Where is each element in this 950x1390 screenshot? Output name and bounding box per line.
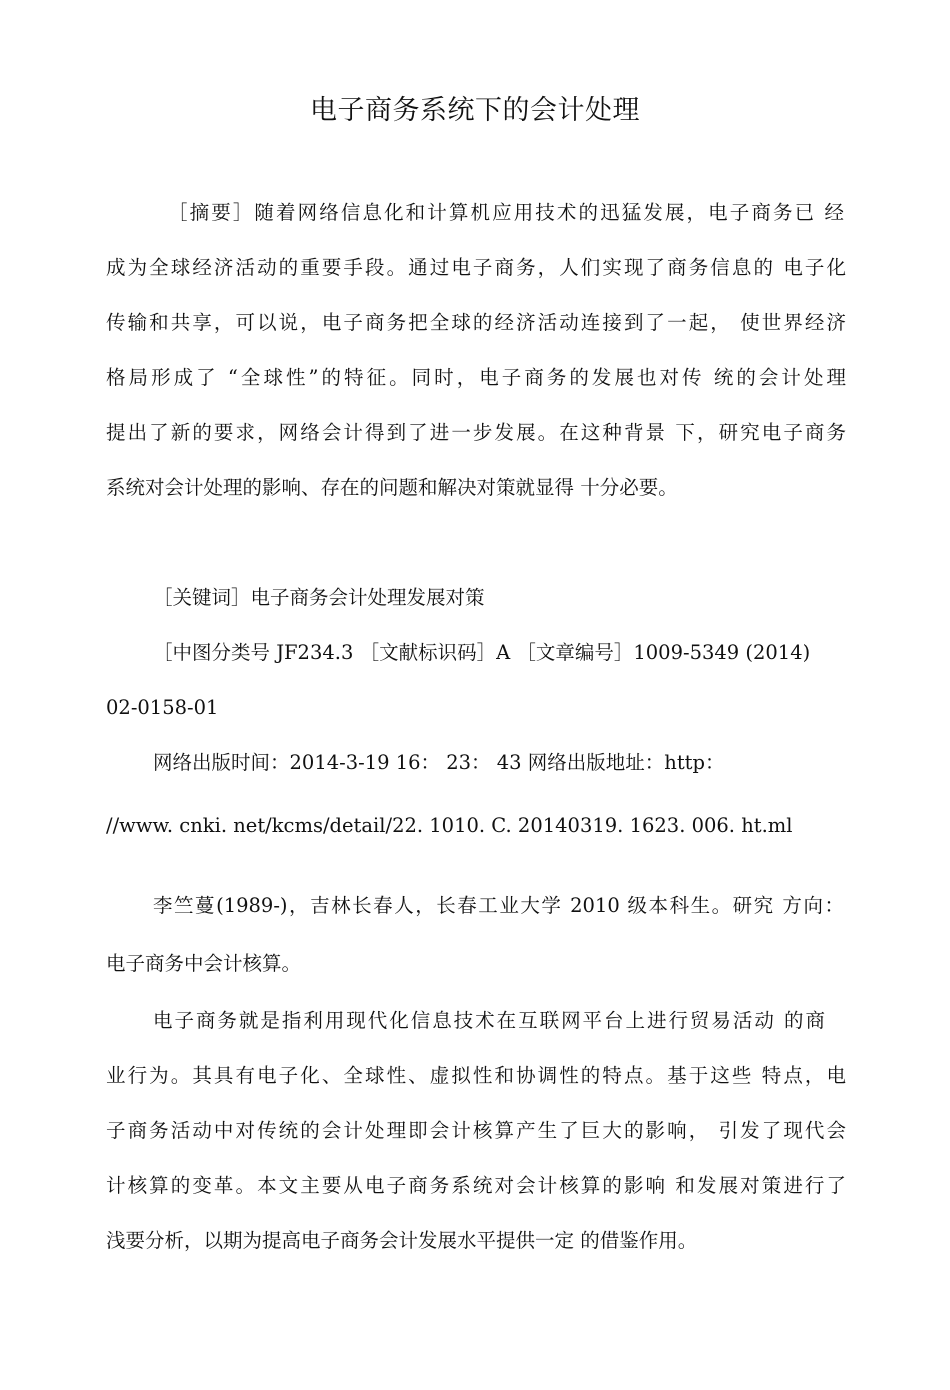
abstract-line: 提出了新的要求，网络会计得到了进一步发展。在这种背景 下，研究电子商务 [106, 421, 846, 444]
classification-line: ［中图分类号 JF234.3 ［文献标识码］A ［文章编号］1009-5349 (2014) [153, 641, 811, 664]
abstract-line: 系统对会计处理的影响、存在的问题和解决对策就显得 十分必要。 [106, 476, 678, 499]
publication-time: 网络出版时间：2014-3-19 16： 23： 43 网络出版地址：http： [153, 751, 725, 774]
body-line: 业行为。其具有电子化、全球性、虚拟性和协调性的特点。基于这些 特点，电 [106, 1064, 846, 1087]
body-line: 浅要分析，以期为提高电子商务会计发展水平提供一定 的借鉴作用。 [106, 1229, 698, 1252]
body-line: 电子商务就是指利用现代化信息技术在互联网平台上进行贸易活动 的商 [153, 1009, 825, 1032]
keywords: ［关键词］电子商务会计处理发展对策 [153, 586, 485, 609]
classification-line: 02-0158-01 [106, 696, 219, 719]
abstract-line: 成为全球经济活动的重要手段。通过电子商务，人们实现了商务信息的 电子化 [106, 256, 846, 279]
paper-title: 电子商务系统下的会计处理 [310, 95, 640, 126]
abstract-line: 格局形成了 “全球性”的特征。同时，电子商务的发展也对传 统的会计处理 [106, 366, 846, 389]
author-info: 电子商务中会计核算。 [106, 952, 302, 975]
author-info: 李竺蔓(1989-)，吉林长春人，长春工业大学 2010 级本科生。研究 方向： [153, 894, 844, 917]
publication-url: //www. cnki. net/kcms/detail/22. 1010. C. 20140319. 1623. 006. ht.ml [106, 814, 793, 837]
abstract-line: ［摘要］随着网络信息化和计算机应用技术的迅猛发展，电子商务已 经 [168, 201, 844, 224]
body-line: 子商务活动中对传统的会计处理即会计核算产生了巨大的影响， 引发了现代会 [106, 1119, 846, 1142]
body-line: 计核算的变革。本文主要从电子商务系统对会计核算的影响 和发展对策进行了 [106, 1174, 846, 1197]
abstract-line: 传输和共享，可以说，电子商务把全球的经济活动连接到了一起， 使世界经济 [106, 311, 846, 334]
